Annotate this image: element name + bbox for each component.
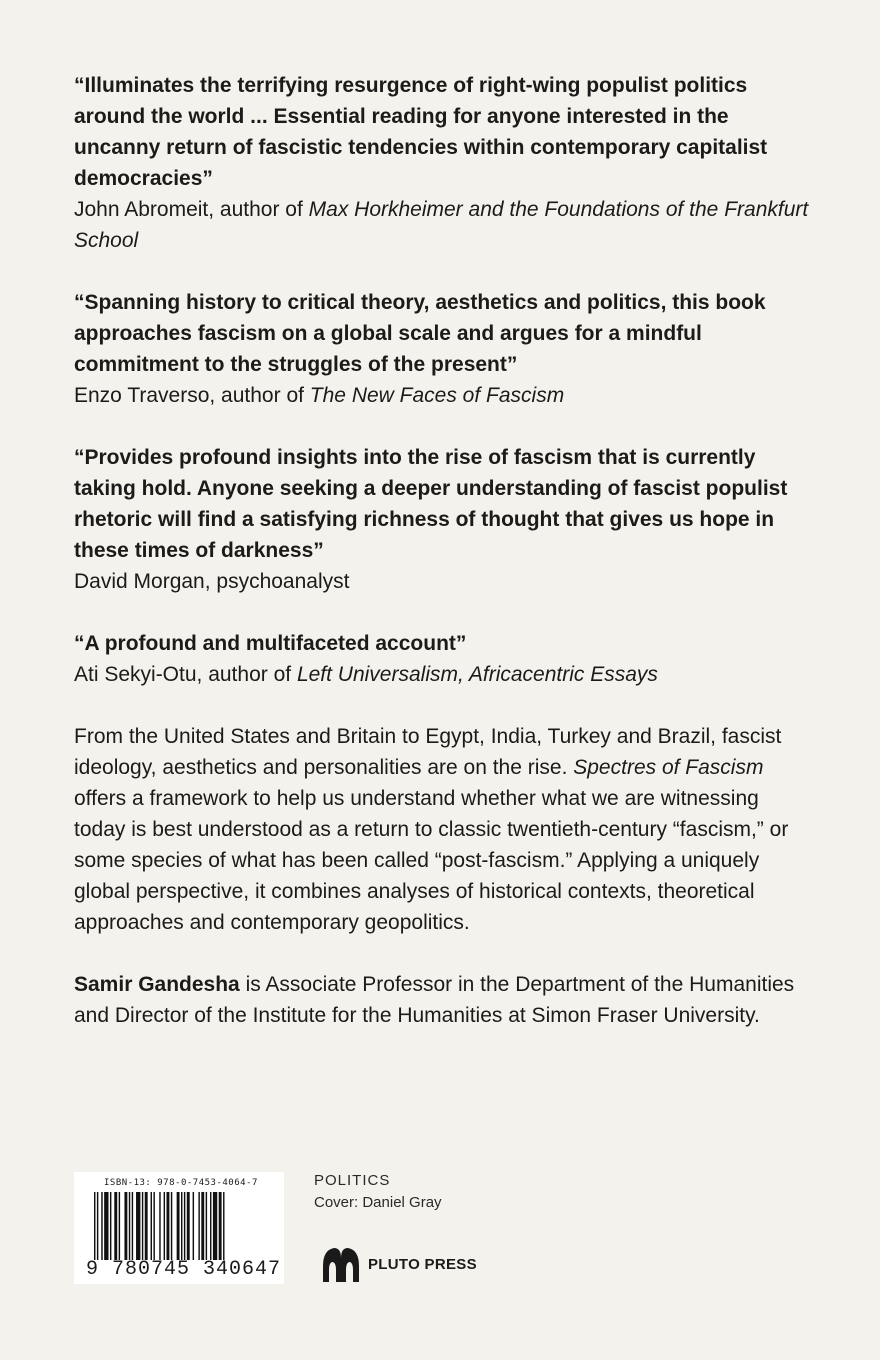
barcode-stripe (114, 1192, 117, 1260)
category-label: POLITICS (314, 1172, 391, 1189)
blurb-author: John Abromeit, author of (74, 198, 309, 221)
blurb-work-title: The New Faces of Fascism (309, 384, 565, 407)
blurb-attribution (74, 194, 814, 256)
publisher-logo (320, 1244, 477, 1284)
barcode-stripe (136, 1192, 140, 1260)
barcode-stripe (110, 1192, 111, 1260)
book-meta (314, 1170, 442, 1214)
blurb-author: Ati Sekyi-Otu, author of (74, 663, 297, 686)
barcode-stripe (119, 1192, 120, 1260)
cover-credit: Cover: Daniel Gray (314, 1194, 442, 1211)
barcode-number: 9 780745 340647 (86, 1258, 282, 1281)
blurb-4 (74, 628, 814, 690)
book-title: Spectres of Fascism (573, 756, 764, 779)
blurb-attribution (74, 659, 814, 690)
barcode-stripe (219, 1192, 222, 1260)
author-bio (74, 969, 814, 1031)
publisher-name: PLUTO PRESS (368, 1255, 477, 1273)
blurb-attribution (74, 380, 814, 411)
barcode-stripe (206, 1192, 207, 1260)
barcode-stripe (177, 1192, 180, 1260)
barcode-stripe (213, 1192, 217, 1260)
barcode-stripe (124, 1192, 127, 1260)
blurb-2 (74, 287, 814, 411)
isbn-barcode (74, 1172, 284, 1284)
description-text-start: From the United States and Britain to Egypt, India, Turkey and Brazil, fascist ideology, aesthetics and personalities are on the rise. (74, 725, 782, 779)
barcode-stripe (167, 1192, 170, 1260)
barcode-stripe (184, 1192, 185, 1260)
author-bio-text: is Associate Professor in the Department of the Humanities and Director of the Institute for the Humanities at Simon Fraser University. (74, 973, 795, 1027)
description-text-end: offers a framework to help us understand whether what we are witnessing today is best understood as a return to classic twentieth-century “fascism,” or some species of what has been called “post-fascism.” Applying a uniquely global perspective, it combines analyses of historical contexts, theoretical approaches and contemporary geopolitics. (74, 787, 789, 934)
barcode-stripe (187, 1192, 190, 1260)
pluto-press-logo-icon (320, 1244, 362, 1284)
barcode-stripe (223, 1192, 224, 1260)
blurb-attribution (74, 566, 814, 597)
book-description (74, 721, 814, 938)
barcode-stripe (94, 1192, 95, 1260)
back-cover-text (74, 70, 814, 1031)
barcode-stripe (97, 1192, 98, 1260)
barcode-stripe (193, 1192, 194, 1260)
blurb-author: David Morgan, psychoanalyst (74, 570, 350, 593)
barcode-stripe (164, 1192, 165, 1260)
barcode-stripe (210, 1192, 211, 1260)
barcode-stripe (142, 1192, 143, 1260)
blurb-work-title: Left Universalism, Africacentric Essays (296, 663, 658, 686)
blurb-work-title: Max Horkheimer and the Foundations of the Frankfurt School (74, 198, 809, 252)
barcode-stripe (101, 1192, 102, 1260)
barcode-stripe (201, 1192, 204, 1260)
blurb-author: Enzo Traverso, author of (74, 384, 310, 407)
barcode-stripe (198, 1192, 199, 1260)
barcode-stripe (145, 1192, 148, 1260)
blurb-quote: “Spanning history to critical theory, aesthetics and politics, this book approaches fascism on a global scale and argues for a mindful commitment to the struggles of the present” (74, 291, 766, 376)
barcode-stripe (159, 1192, 160, 1260)
blurb-3 (74, 442, 814, 597)
barcode-stripe (104, 1192, 108, 1260)
barcode-stripe (129, 1192, 130, 1260)
blurb-quote: “A profound and multifaceted account” (74, 632, 467, 655)
barcode-stripe (181, 1192, 182, 1260)
barcode-stripe (132, 1192, 133, 1260)
barcode-stripe (153, 1192, 154, 1260)
blurb-quote: “Illuminates the terrifying resurgence of right-wing populist politics around the world ... Essential reading for anyone interested in the uncanny return of fascistic tendencies within contemporary capitalist democracies” (74, 74, 768, 190)
author-name: Samir Gandesha (74, 973, 240, 996)
barcode-bars (94, 1192, 270, 1260)
blurb-1 (74, 70, 814, 256)
isbn-label: ISBN-13: 978-0-7453-4064-7 (104, 1178, 258, 1188)
barcode-stripe (171, 1192, 172, 1260)
blurb-quote: “Provides profound insights into the rise of fascism that is currently taking hold. Anyone seeking a deeper understanding of fascist populist rhetoric will find a satisfying richness of thought that gives us hope in these times of darkness” (74, 446, 788, 562)
barcode-stripe (151, 1192, 152, 1260)
